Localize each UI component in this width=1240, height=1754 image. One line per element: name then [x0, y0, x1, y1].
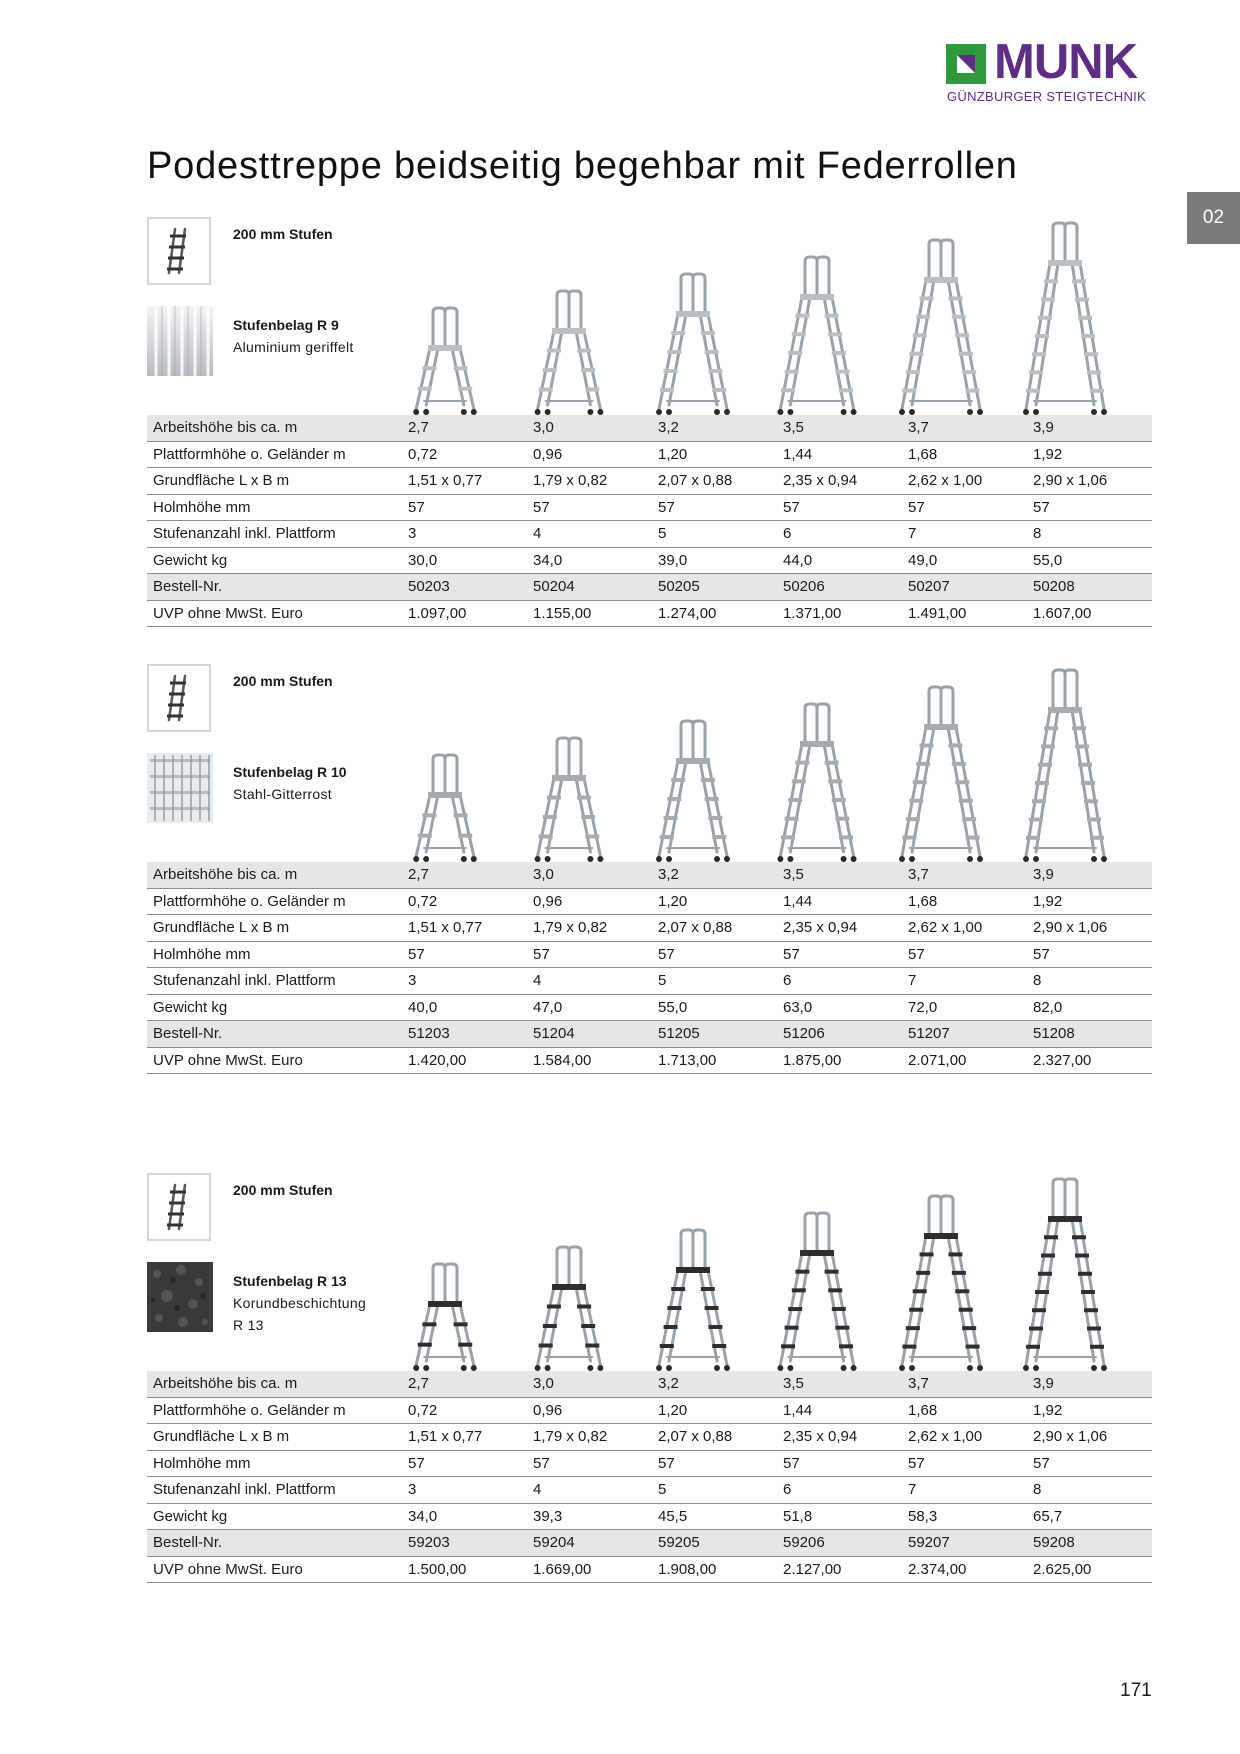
- spec-value: 51204: [527, 1021, 652, 1048]
- spec-value: 1,20: [652, 1397, 777, 1424]
- spec-value: 59207: [902, 1530, 1027, 1557]
- spec-value: 3,7: [902, 415, 1027, 441]
- spec-value: 1,92: [1027, 441, 1152, 468]
- product-section-r13: [147, 1173, 1152, 1613]
- spec-value: 51206: [777, 1021, 902, 1048]
- surface-description: [233, 761, 347, 805]
- spec-value: 44,0: [777, 547, 902, 574]
- surface-line: Korundbeschichtung: [233, 1295, 367, 1311]
- spec-value: 0,96: [527, 441, 652, 468]
- spec-value: 57: [902, 1450, 1027, 1477]
- spec-label: Arbeitshöhe bis ca. m: [147, 862, 402, 888]
- spec-value: 0,72: [402, 1397, 527, 1424]
- spec-value: 4: [527, 1477, 652, 1504]
- spec-row: [147, 915, 1152, 942]
- spec-value: 55,0: [1027, 547, 1152, 574]
- ladder-image: [1017, 221, 1113, 417]
- spec-row: [147, 1424, 1152, 1451]
- spec-value: 0,96: [527, 888, 652, 915]
- spec-value: 2,07 x 0,88: [652, 1424, 777, 1451]
- spec-value: 1,79 x 0,82: [527, 1424, 652, 1451]
- spec-value: 2,07 x 0,88: [652, 915, 777, 942]
- spec-row: [147, 574, 1152, 601]
- chapter-tab[interactable]: 02: [1187, 192, 1240, 244]
- spec-value: 1.669,00: [527, 1556, 652, 1583]
- spec-value: 47,0: [527, 994, 652, 1021]
- spec-value: 34,0: [402, 1503, 527, 1530]
- spec-row: [147, 1477, 1152, 1504]
- spec-value: 59206: [777, 1530, 902, 1557]
- spec-value: 72,0: [902, 994, 1027, 1021]
- spec-row: [147, 1371, 1152, 1397]
- spec-value: 5: [652, 1477, 777, 1504]
- spec-value: 57: [402, 941, 527, 968]
- product-images: [387, 664, 1152, 864]
- spec-row: [147, 1530, 1152, 1557]
- spec-label: UVP ohne MwSt. Euro: [147, 1556, 402, 1583]
- spec-value: 51205: [652, 1021, 777, 1048]
- spec-value: 1.155,00: [527, 600, 652, 627]
- spec-label: Bestell-Nr.: [147, 574, 402, 601]
- ladder-image: [893, 1194, 989, 1373]
- spec-row: [147, 521, 1152, 548]
- spec-value: 59205: [652, 1530, 777, 1557]
- ladder-image: [521, 289, 617, 417]
- spec-label: Stufenanzahl inkl. Plattform: [147, 1477, 402, 1504]
- spec-value: 3: [402, 1477, 527, 1504]
- product-section-r10: [147, 664, 1152, 1104]
- spec-label: Bestell-Nr.: [147, 1530, 402, 1557]
- spec-value: 57: [652, 941, 777, 968]
- spec-value: 3,7: [902, 1371, 1027, 1397]
- spec-value: 39,0: [652, 547, 777, 574]
- ladder-image: [1017, 668, 1113, 864]
- spec-value: 3,9: [1027, 862, 1152, 888]
- spec-value: 57: [527, 1450, 652, 1477]
- spec-value: 6: [777, 968, 902, 995]
- spec-value: 2,7: [402, 862, 527, 888]
- spec-value: 3,9: [1027, 415, 1152, 441]
- ladder-image: [645, 1228, 741, 1373]
- spec-value: 3,2: [652, 415, 777, 441]
- surface-swatch: [147, 1262, 213, 1332]
- spec-value: 2,90 x 1,06: [1027, 1424, 1152, 1451]
- spec-value: 5: [652, 521, 777, 548]
- spec-row: [147, 468, 1152, 495]
- spec-value: 6: [777, 521, 902, 548]
- surface-swatch: [147, 753, 213, 823]
- spec-value: 3,5: [777, 415, 902, 441]
- spec-row: [147, 600, 1152, 627]
- surface-title: Stufenbelag R 13: [233, 1273, 347, 1289]
- spec-value: 3,5: [777, 1371, 902, 1397]
- step-depth-label: 200 mm Stufen: [233, 1182, 333, 1198]
- spec-value: 59208: [1027, 1530, 1152, 1557]
- spec-label: Grundfläche L x B m: [147, 915, 402, 942]
- spec-label: Plattformhöhe o. Geländer m: [147, 1397, 402, 1424]
- spec-value: 8: [1027, 1477, 1152, 1504]
- spec-value: 59203: [402, 1530, 527, 1557]
- surface-description: [233, 1270, 366, 1336]
- product-images: [387, 217, 1152, 417]
- spec-label: Gewicht kg: [147, 994, 402, 1021]
- spec-label: Stufenanzahl inkl. Plattform: [147, 968, 402, 995]
- spec-row: [147, 415, 1152, 441]
- spec-value: 2,90 x 1,06: [1027, 468, 1152, 495]
- spec-value: 6: [777, 1477, 902, 1504]
- spec-value: 57: [527, 941, 652, 968]
- spec-value: 1,79 x 0,82: [527, 468, 652, 495]
- spec-value: 7: [902, 521, 1027, 548]
- spec-row: [147, 888, 1152, 915]
- spec-value: 2,62 x 1,00: [902, 1424, 1027, 1451]
- spec-value: 1.875,00: [777, 1047, 902, 1074]
- spec-value: 3,0: [527, 415, 652, 441]
- spec-value: 63,0: [777, 994, 902, 1021]
- spec-value: 57: [777, 941, 902, 968]
- spec-value: 2,62 x 1,00: [902, 915, 1027, 942]
- spec-value: 2.071,00: [902, 1047, 1027, 1074]
- spec-label: Gewicht kg: [147, 1503, 402, 1530]
- spec-value: 3,0: [527, 1371, 652, 1397]
- spec-value: 50203: [402, 574, 527, 601]
- spec-value: 57: [1027, 494, 1152, 521]
- spec-value: 3,0: [527, 862, 652, 888]
- spec-label: Plattformhöhe o. Geländer m: [147, 441, 402, 468]
- spec-value: 1,51 x 0,77: [402, 915, 527, 942]
- spec-value: 0,72: [402, 441, 527, 468]
- spec-value: 51207: [902, 1021, 1027, 1048]
- spec-row: [147, 862, 1152, 888]
- spec-value: 82,0: [1027, 994, 1152, 1021]
- spec-value: 51203: [402, 1021, 527, 1048]
- ladder-image: [645, 719, 741, 864]
- spec-value: 1.500,00: [402, 1556, 527, 1583]
- spec-value: 1.491,00: [902, 600, 1027, 627]
- munk-logo-mark: [946, 44, 986, 84]
- spec-label: Bestell-Nr.: [147, 1021, 402, 1048]
- spec-value: 51208: [1027, 1021, 1152, 1048]
- spec-value: 50207: [902, 574, 1027, 601]
- spec-label: Holmhöhe mm: [147, 1450, 402, 1477]
- spec-value: 7: [902, 1477, 1027, 1504]
- spec-value: 1,51 x 0,77: [402, 1424, 527, 1451]
- spec-row: [147, 941, 1152, 968]
- spec-value: 57: [652, 494, 777, 521]
- spec-value: 0,96: [527, 1397, 652, 1424]
- spec-value: 7: [902, 968, 1027, 995]
- spec-value: 1,44: [777, 1397, 902, 1424]
- surface-title: Stufenbelag R 9: [233, 317, 339, 333]
- spec-value: 1,92: [1027, 888, 1152, 915]
- spec-value: 39,3: [527, 1503, 652, 1530]
- step-depth-label: 200 mm Stufen: [233, 673, 333, 689]
- spec-value: 3,5: [777, 862, 902, 888]
- spec-row: [147, 494, 1152, 521]
- surface-description: [233, 314, 354, 358]
- spec-value: 2,35 x 0,94: [777, 1424, 902, 1451]
- brand-name: MUNK: [994, 35, 1137, 89]
- spec-label: Arbeitshöhe bis ca. m: [147, 1371, 402, 1397]
- spec-value: 1,68: [902, 888, 1027, 915]
- step-dimension-icon: [147, 1173, 211, 1241]
- spec-row: [147, 1047, 1152, 1074]
- spec-label: UVP ohne MwSt. Euro: [147, 600, 402, 627]
- spec-row: [147, 1556, 1152, 1583]
- spec-value: 50208: [1027, 574, 1152, 601]
- spec-value: 50204: [527, 574, 652, 601]
- spec-value: 57: [1027, 1450, 1152, 1477]
- step-dimension-icon: [147, 217, 211, 285]
- spec-value: 0,72: [402, 888, 527, 915]
- spec-value: 5: [652, 968, 777, 995]
- spec-row: [147, 968, 1152, 995]
- spec-value: 57: [777, 1450, 902, 1477]
- spec-value: 55,0: [652, 994, 777, 1021]
- spec-value: 2.327,00: [1027, 1047, 1152, 1074]
- spec-value: 1,92: [1027, 1397, 1152, 1424]
- spec-table: [147, 862, 1152, 1074]
- spec-label: Holmhöhe mm: [147, 494, 402, 521]
- spec-value: 57: [527, 494, 652, 521]
- spec-value: 45,5: [652, 1503, 777, 1530]
- ladder-image: [645, 272, 741, 417]
- spec-value: 2.127,00: [777, 1556, 902, 1583]
- spec-value: 3: [402, 968, 527, 995]
- spec-value: 58,3: [902, 1503, 1027, 1530]
- ladder-image: [893, 685, 989, 864]
- spec-value: 1,20: [652, 441, 777, 468]
- spec-value: 49,0: [902, 547, 1027, 574]
- ladder-image: [397, 1262, 493, 1373]
- spec-value: 57: [902, 494, 1027, 521]
- spec-label: Grundfläche L x B m: [147, 468, 402, 495]
- surface-line: Aluminium geriffelt: [233, 339, 354, 355]
- spec-label: Stufenanzahl inkl. Plattform: [147, 521, 402, 548]
- spec-value: 2,7: [402, 415, 527, 441]
- ladder-image: [769, 255, 865, 417]
- spec-row: [147, 1397, 1152, 1424]
- spec-label: Arbeitshöhe bis ca. m: [147, 415, 402, 441]
- spec-value: 57: [902, 941, 1027, 968]
- spec-value: 1.371,00: [777, 600, 902, 627]
- spec-value: 2.625,00: [1027, 1556, 1152, 1583]
- page-title: Podesttreppe beidseitig begehbar mit Federrollen: [147, 145, 1018, 187]
- spec-row: [147, 994, 1152, 1021]
- surface-title: Stufenbelag R 10: [233, 764, 347, 780]
- spec-value: 51,8: [777, 1503, 902, 1530]
- ladder-image: [893, 238, 989, 417]
- spec-label: Gewicht kg: [147, 547, 402, 574]
- spec-value: 3: [402, 521, 527, 548]
- product-section-r9: [147, 217, 1152, 657]
- spec-value: 3,2: [652, 862, 777, 888]
- spec-value: 1,68: [902, 1397, 1027, 1424]
- spec-label: Holmhöhe mm: [147, 941, 402, 968]
- spec-table: [147, 1371, 1152, 1583]
- surface-line: Stahl-Gitterrost: [233, 786, 332, 802]
- spec-value: 1.713,00: [652, 1047, 777, 1074]
- spec-label: Grundfläche L x B m: [147, 1424, 402, 1451]
- ladder-image: [397, 753, 493, 864]
- spec-value: 2.374,00: [902, 1556, 1027, 1583]
- spec-value: 2,7: [402, 1371, 527, 1397]
- spec-value: 4: [527, 968, 652, 995]
- spec-value: 1,44: [777, 441, 902, 468]
- spec-row: [147, 1450, 1152, 1477]
- spec-value: 3,9: [1027, 1371, 1152, 1397]
- spec-value: 57: [777, 494, 902, 521]
- spec-value: 3,7: [902, 862, 1027, 888]
- spec-value: 8: [1027, 521, 1152, 548]
- spec-value: 2,07 x 0,88: [652, 468, 777, 495]
- ladder-image: [397, 306, 493, 417]
- spec-value: 65,7: [1027, 1503, 1152, 1530]
- spec-value: 50206: [777, 574, 902, 601]
- spec-value: 1,79 x 0,82: [527, 915, 652, 942]
- spec-value: 1.908,00: [652, 1556, 777, 1583]
- spec-value: 8: [1027, 968, 1152, 995]
- ladder-image: [1017, 1177, 1113, 1373]
- spec-row: [147, 1021, 1152, 1048]
- spec-value: 1,51 x 0,77: [402, 468, 527, 495]
- spec-label: Plattformhöhe o. Geländer m: [147, 888, 402, 915]
- spec-value: 1.607,00: [1027, 600, 1152, 627]
- spec-value: 1.274,00: [652, 600, 777, 627]
- spec-value: 2,35 x 0,94: [777, 915, 902, 942]
- spec-table: [147, 415, 1152, 627]
- ladder-image: [769, 1211, 865, 1373]
- spec-value: 1,68: [902, 441, 1027, 468]
- spec-value: 59204: [527, 1530, 652, 1557]
- surface-swatch: [147, 306, 213, 376]
- step-depth-label: 200 mm Stufen: [233, 226, 333, 242]
- spec-value: 2,90 x 1,06: [1027, 915, 1152, 942]
- ladder-image: [769, 702, 865, 864]
- spec-value: 57: [652, 1450, 777, 1477]
- munk-logo: [946, 35, 1153, 104]
- spec-value: 57: [402, 1450, 527, 1477]
- spec-row: [147, 1503, 1152, 1530]
- ladder-image: [521, 736, 617, 864]
- spec-value: 57: [402, 494, 527, 521]
- spec-value: 2,35 x 0,94: [777, 468, 902, 495]
- spec-value: 2,62 x 1,00: [902, 468, 1027, 495]
- surface-line: R 13: [233, 1317, 264, 1333]
- spec-label: UVP ohne MwSt. Euro: [147, 1047, 402, 1074]
- spec-value: 4: [527, 521, 652, 548]
- spec-value: 1.584,00: [527, 1047, 652, 1074]
- spec-row: [147, 441, 1152, 468]
- spec-value: 1.097,00: [402, 600, 527, 627]
- spec-value: 1,20: [652, 888, 777, 915]
- spec-value: 3,2: [652, 1371, 777, 1397]
- spec-value: 40,0: [402, 994, 527, 1021]
- page-number: 171: [1120, 1680, 1152, 1701]
- brand-tagline: GÜNZBURGER STEIGTECHNIK: [947, 89, 1147, 104]
- spec-value: 1,44: [777, 888, 902, 915]
- product-images: [387, 1173, 1152, 1373]
- spec-row: [147, 547, 1152, 574]
- spec-value: 57: [1027, 941, 1152, 968]
- ladder-image: [521, 1245, 617, 1373]
- spec-value: 1.420,00: [402, 1047, 527, 1074]
- spec-value: 50205: [652, 574, 777, 601]
- spec-value: 30,0: [402, 547, 527, 574]
- spec-value: 34,0: [527, 547, 652, 574]
- step-dimension-icon: [147, 664, 211, 732]
